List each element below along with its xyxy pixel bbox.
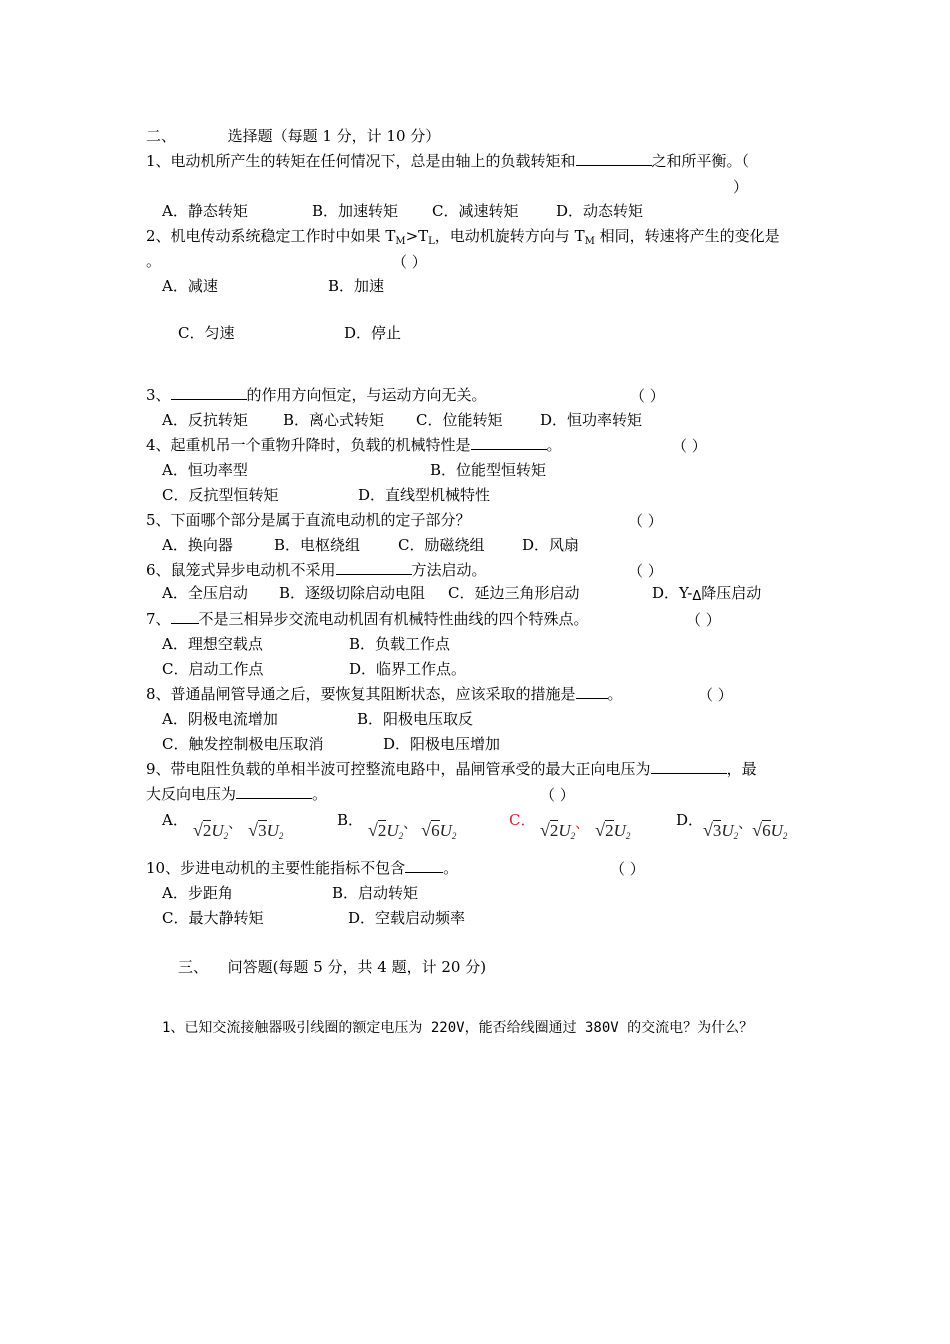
subscript: 2 — [278, 831, 284, 841]
question-3 — [146, 385, 487, 405]
sqrt-symbol: √ — [703, 820, 713, 840]
section-2-heading — [146, 126, 440, 146]
answer-paren: （ ） — [630, 387, 665, 405]
question-8-text: 8、普通晶闸管导通之后，要恢复其阻断状态，应该采取的措施是 — [146, 685, 576, 703]
answer-blank — [171, 385, 247, 400]
answer-paren: （ ） — [698, 686, 733, 704]
answer-blank — [171, 609, 199, 624]
option-b: B．阳极电压取反 — [357, 710, 474, 728]
radicand: 3 — [712, 821, 722, 840]
question-4 — [146, 435, 562, 455]
answer-blank — [405, 858, 443, 873]
option-b: B．离心式转矩 — [283, 411, 385, 429]
answer-paren: （ ） — [392, 253, 427, 271]
radicand: 2 — [202, 821, 212, 840]
option-a-formula — [193, 817, 284, 846]
radicand: 2 — [549, 821, 559, 840]
sqrt-symbol: √ — [752, 820, 763, 840]
answer-blank — [236, 784, 312, 799]
radicand: 3 — [258, 821, 267, 840]
option-b: B．加速 — [328, 277, 385, 295]
question-4-text: 4、起重机吊一个重物升降时，负载的机械特性是 — [146, 436, 471, 454]
option-c: C．位能转矩 — [416, 411, 503, 429]
option-d: D．空载启动频率 — [348, 909, 466, 927]
variable: U — [386, 821, 399, 840]
qa-question-1: 1、已知交流接触器吸引线圈的额定电压为 220V，能否给线圈通过 380V 的交流电？为什么？ — [162, 1020, 754, 1036]
answer-paren: （ ） — [540, 786, 575, 804]
question-2-text: 2、机电传动系统稳定工作时中如果 T — [146, 227, 396, 245]
subscript: 2 — [223, 831, 229, 841]
option-c: C．触发控制极电压取消 — [162, 735, 324, 753]
question-1-text: 1、电动机所产生的转矩在任何情况下，总是由轴上的负载转矩和 — [146, 152, 576, 170]
question-10-text: 10、步进电动机的主要性能指标不包含 — [146, 859, 406, 877]
separator: 、 — [738, 817, 753, 832]
subscript: M — [584, 236, 595, 247]
answer-paren: （ ） — [610, 860, 645, 878]
answer-blank — [336, 560, 412, 575]
option-a: A．步距角 — [162, 884, 233, 902]
option-d: D．恒功率转矩 — [540, 411, 643, 429]
question-6-text-end: 方法启动。 — [411, 561, 487, 579]
question-6-text: 6、鼠笼式异步电动机不采用 — [146, 561, 336, 579]
option-b: B．电枢绕组 — [274, 536, 361, 554]
question-9-line-2 — [146, 784, 327, 804]
option-d-formula — [703, 817, 788, 846]
sqrt-symbol: √ — [248, 820, 259, 840]
option-d: D．阳极电压增加 — [383, 735, 501, 753]
subscript: 2 — [733, 831, 739, 841]
option-a: A．换向器 — [162, 536, 233, 554]
subscript: 2 — [625, 831, 631, 841]
option-a: A．静态转矩 — [162, 202, 248, 220]
option-b: B．负载工作点 — [349, 635, 451, 653]
subscript: 2 — [398, 831, 404, 841]
answer-blank — [576, 151, 652, 166]
question-4-text-end: 。 — [546, 436, 562, 454]
option-c: C．匀速 — [178, 324, 235, 342]
question-9-text-end: ，最 — [726, 760, 757, 778]
delta-symbol: Δ — [692, 589, 702, 604]
answer-paren: （ ） — [628, 512, 663, 530]
question-1 — [146, 151, 749, 171]
sqrt-symbol: √ — [421, 820, 432, 840]
subscript: L — [428, 236, 435, 247]
option-d: D．风扇 — [522, 536, 580, 554]
radicand: 2 — [605, 821, 614, 840]
separator: 、 — [403, 817, 418, 832]
option-a: A．减速 — [162, 277, 218, 295]
option-d: D．直线型机械特性 — [358, 486, 491, 504]
radicand: 2 — [377, 821, 387, 840]
option-c: C．延边三角形启动 — [448, 584, 580, 602]
option-b-letter: B． — [337, 811, 364, 829]
option-a-letter: A． — [162, 811, 188, 829]
question-9-text: 9、带电阻性负载的单相半波可控整流电路中，晶闸管承受的最大正向电压为 — [146, 760, 651, 778]
section-2-number: 二、 — [146, 127, 177, 145]
option-c: C．反抗型恒转矩 — [162, 486, 279, 504]
question-6 — [146, 560, 487, 580]
question-2-text: 相同，转速将产生的变化是 — [594, 227, 780, 245]
option-c: C．最大静转矩 — [162, 909, 264, 927]
section-3-title: 问答题(每题 5 分，共 4 题，计 20 分) — [227, 958, 487, 976]
question-8 — [146, 684, 623, 704]
answer-blank — [576, 684, 608, 699]
question-7-number: 7、 — [146, 610, 171, 628]
separator: 、 — [575, 817, 590, 832]
option-d-label: D．Y- — [652, 584, 693, 602]
question-7-text: 不是三相异步交流电动机固有机械特性曲线的四个特殊点。 — [198, 610, 589, 628]
variable: U — [770, 821, 783, 840]
subscript: 2 — [451, 831, 457, 841]
question-3-number: 3、 — [146, 386, 171, 404]
sqrt-symbol: √ — [193, 820, 203, 840]
answer-blank — [471, 435, 547, 450]
option-b: B．逐级切除启动电阻 — [279, 584, 426, 602]
variable: U — [613, 821, 626, 840]
question-8-text-end: 。 — [607, 685, 623, 703]
subscript: 2 — [570, 831, 576, 841]
option-d-text: 降压启动 — [701, 584, 762, 602]
sqrt-symbol: √ — [368, 820, 378, 840]
question-7 — [146, 609, 589, 629]
subscript: M — [395, 236, 406, 247]
option-d: D．动态转矩 — [556, 202, 644, 220]
option-b: B．启动转矩 — [332, 884, 419, 902]
answer-paren: （ ） — [672, 437, 707, 455]
option-a: A．恒功率型 — [162, 461, 248, 479]
variable: U — [439, 821, 452, 840]
question-1-paren-close: ） — [733, 178, 749, 196]
section-2-title: 选择题（每题 1 分，计 10 分） — [227, 127, 441, 145]
question-3-text: 的作用方向恒定，与运动方向无关。 — [246, 386, 487, 404]
option-d: D．停止 — [344, 324, 402, 342]
question-10 — [146, 858, 458, 878]
option-d — [652, 583, 761, 605]
question-1-text-end: 之和所平衡。（ — [651, 152, 750, 170]
option-a: A．阴极电流增加 — [162, 710, 278, 728]
question-2-text: ，电动机旋转方向与 T — [434, 227, 585, 245]
question-10-text-end: 。 — [443, 859, 459, 877]
answer-paren: （ ） — [686, 611, 721, 629]
variable: U — [211, 821, 224, 840]
question-9-text: 大反向电压为 — [146, 785, 237, 803]
sqrt-symbol: √ — [595, 820, 606, 840]
question-5: 5、下面哪个部分是属于直流电动机的定子部分？ — [146, 511, 471, 529]
option-c: C．启动工作点 — [162, 660, 264, 678]
question-9 — [146, 759, 757, 779]
answer-blank — [651, 759, 727, 774]
variable: U — [558, 821, 571, 840]
option-c-letter: C． — [509, 811, 536, 829]
option-d-letter: D． — [676, 811, 704, 829]
radicand: 6 — [762, 821, 771, 840]
question-2-line-2: 。 — [146, 252, 162, 270]
section-3-heading — [178, 957, 486, 977]
variable: U — [721, 821, 734, 840]
answer-paren: （ ） — [628, 562, 663, 580]
separator: 、 — [228, 817, 243, 832]
option-b: B．加速转矩 — [312, 202, 399, 220]
option-b-formula — [368, 817, 457, 846]
option-c-formula — [540, 817, 631, 846]
option-a: A．反抗转矩 — [162, 411, 248, 429]
option-d: D．临界工作点。 — [349, 660, 467, 678]
option-a: A．全压启动 — [162, 584, 248, 602]
option-c: C．减速转矩 — [432, 202, 519, 220]
option-b: B．位能型恒转矩 — [430, 461, 547, 479]
sqrt-symbol: √ — [540, 820, 550, 840]
question-2-text: >T — [405, 227, 429, 245]
question-2 — [146, 226, 780, 252]
option-a: A．理想空载点 — [162, 635, 263, 653]
question-9-text-end: 。 — [312, 785, 328, 803]
section-3-number: 三、 — [178, 958, 209, 976]
radicand: 6 — [431, 821, 440, 840]
option-c: C．励磁绕组 — [398, 536, 485, 554]
variable: U — [266, 821, 279, 840]
subscript: 2 — [782, 831, 788, 841]
